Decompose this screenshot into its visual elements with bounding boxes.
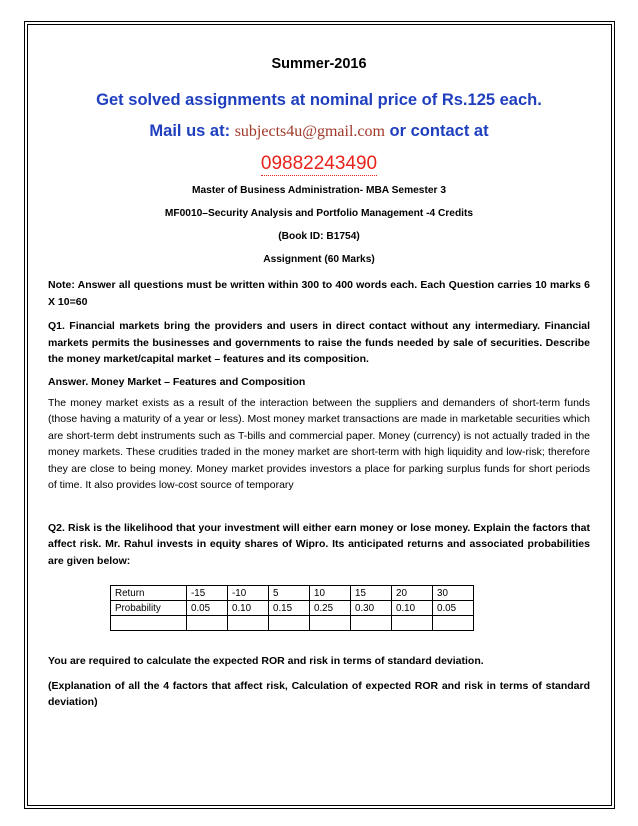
table-cell: 10 (310, 586, 351, 601)
table-cell: 0.30 (351, 601, 392, 616)
table-row-probability (111, 601, 474, 616)
table-cell: 20 (392, 586, 433, 601)
table-cell-label: Probability (111, 601, 187, 616)
table-cell-empty (310, 616, 351, 631)
returns-table (110, 585, 474, 631)
table-cell-empty (392, 616, 433, 631)
q1-answer-title: Answer. Money Market – Features and Composition (48, 375, 306, 388)
table-cell-empty (187, 616, 228, 631)
table-cell-empty (351, 616, 392, 631)
email-link[interactable]: subjects4u@gmail.com (234, 123, 385, 140)
promo-line: Get solved assignments at nominal price of Rs.125 each. (96, 91, 542, 109)
q2-question: Q2. Risk is the likelihood that your investment will either earn money or lose money. Explain the factors that affect risk. Mr. Rahul invests in equity shares of Wipro. Its anticipated returns and associated probabilities are given below: (48, 521, 590, 567)
document-content (48, 56, 590, 719)
phone-number (48, 153, 590, 175)
table-row-empty (111, 616, 474, 631)
table-cell: 0.10 (392, 601, 433, 616)
table-cell: 0.15 (269, 601, 310, 616)
phone-link[interactable]: 09882243490 (260, 153, 378, 174)
table-cell-empty (433, 616, 474, 631)
table-cell: 5 (269, 586, 310, 601)
table-cell-label: Return (111, 586, 187, 601)
mail-prefix: Mail us at: (149, 122, 231, 140)
page-title: Summer-2016 (271, 56, 367, 72)
contact-line (48, 122, 590, 141)
q1-question: Q1. Financial markets bring the providers and users in direct contact without any intermediary. Financial markets permits the businesses and governments to raise the funds needed by sale of securities. Describe the money market/capital market – features and its composition. (48, 320, 590, 365)
table-cell: -10 (228, 586, 269, 601)
table-cell: 0.05 (433, 601, 474, 616)
q2-instruction: You are required to calculate the expected ROR and risk in terms of standard deviation. (48, 655, 484, 667)
table-cell-empty (228, 616, 269, 631)
table-cell: 0.25 (310, 601, 351, 616)
mail-suffix: or contact at (389, 122, 489, 140)
note-text: Note: Answer all questions must be written within 300 to 400 words each. Each Question carries 10 marks 6 X 10=60 (48, 279, 590, 308)
q2-explanation: (Explanation of all the 4 factors that affect risk, Calculation of expected ROR and risk in terms of standard deviation) (48, 679, 590, 708)
assignment-marks: Assignment (60 Marks) (263, 254, 375, 265)
table-cell: -15 (187, 586, 228, 601)
q1-answer-text: The money market exists as a result of the interaction between the suppliers and demanders of short-term funds (those having a maturity of a year or less). Most money market transactions are made in marketable securities which are short-term debt instruments such as T-bills and commercial paper. Money (currency) is not actually traded in the money markets. These crudities traded in the money market are short-term with high liquidity and low-risk; therefore they are close to being money. Money market provides investors a place for parking surplus funds for short periods of time. It also provides low-cost source of temporary (48, 396, 590, 491)
program-name: Master of Business Administration- MBA Semester 3 (192, 185, 446, 196)
table-cell-empty (111, 616, 187, 631)
book-id: (Book ID: B1754) (278, 231, 360, 242)
subject-name: MF0010–Security Analysis and Portfolio Management -4 Credits (164, 208, 474, 219)
table-cell: 0.10 (228, 601, 269, 616)
table-cell: 15 (351, 586, 392, 601)
table-cell-empty (269, 616, 310, 631)
table-cell: 30 (433, 586, 474, 601)
table-row-returns (111, 586, 474, 601)
table-cell: 0.05 (187, 601, 228, 616)
